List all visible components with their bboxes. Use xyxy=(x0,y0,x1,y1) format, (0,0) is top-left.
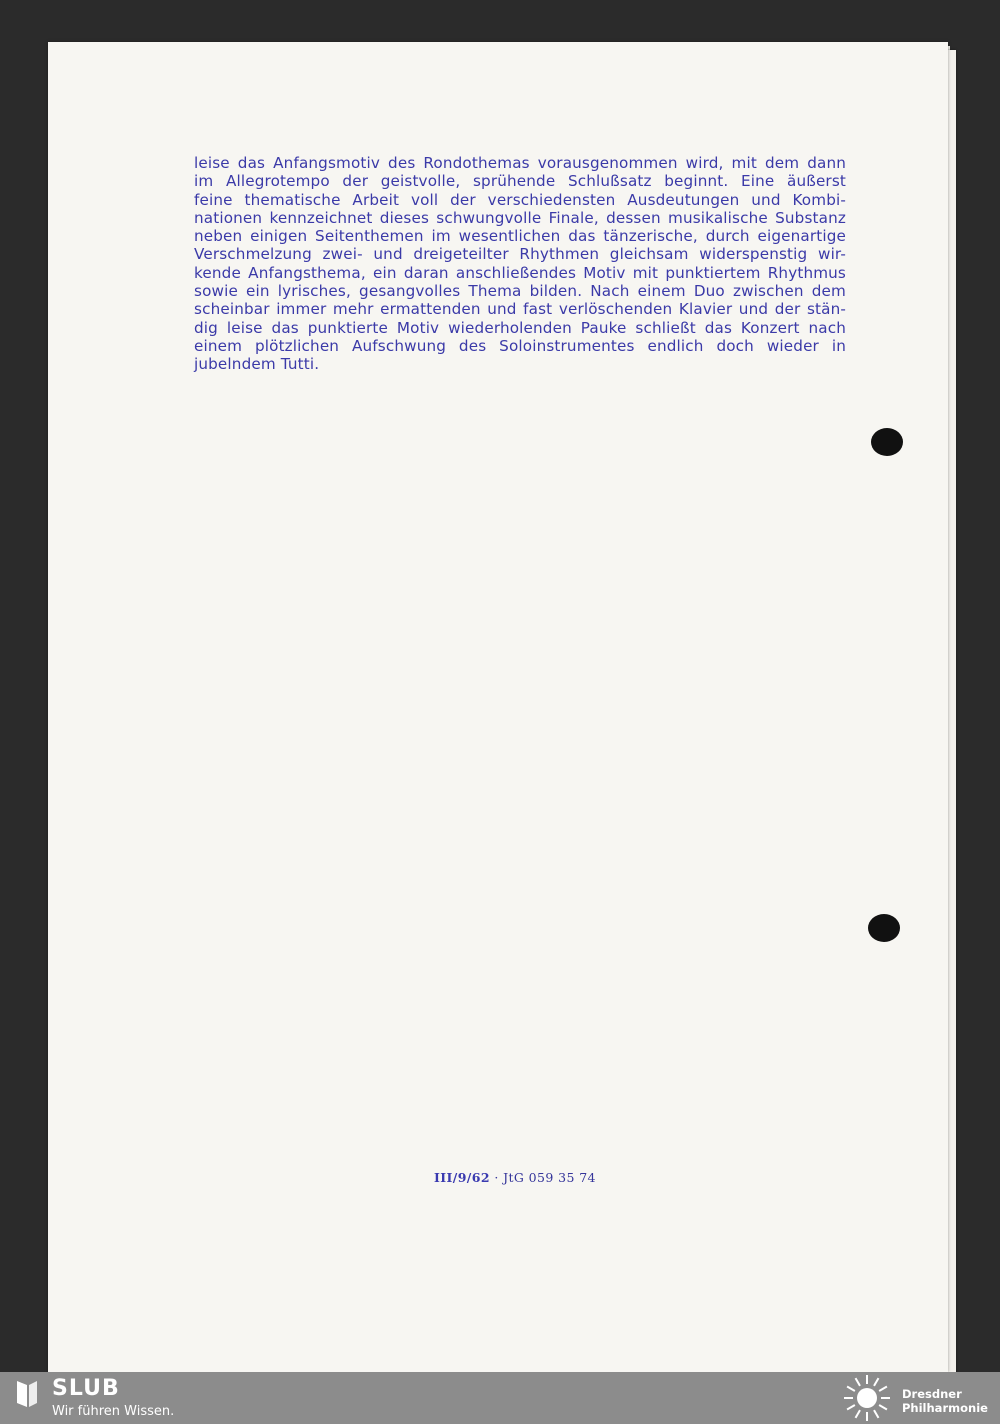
text-line: leise das Anfangsmotiv des Rondothemas vorausgenommen wird, mit dem dann xyxy=(194,154,846,172)
text-line: im Allegrotempo der geistvolle, sprühende Schlußsatz beginnt. Eine äußerst xyxy=(194,172,846,191)
slub-logo-icon xyxy=(14,1378,40,1408)
print-number: JtG 059 35 74 xyxy=(503,1170,596,1185)
body-text xyxy=(194,154,846,374)
print-separator: · xyxy=(494,1170,499,1185)
punch-hole xyxy=(871,428,903,456)
partner-name-line1: Dresdner xyxy=(902,1387,962,1401)
slub-tagline: Wir führen Wissen. xyxy=(52,1404,175,1419)
philharmonie-logo-icon xyxy=(840,1374,894,1422)
print-stamp: III/9/62 xyxy=(434,1170,490,1185)
footer-bar xyxy=(0,1372,1000,1424)
punch-hole xyxy=(868,914,900,942)
text-line: scheinbar immer mehr ermattenden und fast verlöschenden Klavier und der stän- xyxy=(194,300,846,319)
text-line: dig leise das punktierte Motiv wiederholenden Pauke schließt das Konzert nach xyxy=(194,318,846,337)
text-line: neben einigen Seitenthemen im wesentlichen das tänzerische, durch eigenartige xyxy=(194,227,846,246)
text-line: feine thematische Arbeit voll der verschiedensten Ausdeutungen und Kombi- xyxy=(194,190,846,209)
text-line: jubelndem Tutti. xyxy=(194,355,320,374)
text-line: einem plötzlichen Aufschwung des Soloinstrumentes endlich doch wieder in xyxy=(194,336,846,355)
slub-name: SLUB xyxy=(52,1376,120,1401)
partner-name-line2: Philharmonie xyxy=(902,1401,988,1415)
text-line: nationen kennzeichnet dieses schwungvolle Finale, dessen musikalische Substanz xyxy=(194,208,846,227)
text-line: sowie ein lyrisches, gesangvolles Thema bilden. Nach einem Duo zwischen dem xyxy=(194,282,846,301)
text-line: kende Anfangsthema, ein daran anschließendes Motiv mit punktiertem Rhythmus xyxy=(194,263,846,282)
text-line: Verschmelzung zwei- und dreigeteilter Rhythmen gleichsam widerspenstig wir- xyxy=(194,245,846,264)
print-code xyxy=(434,1170,596,1185)
